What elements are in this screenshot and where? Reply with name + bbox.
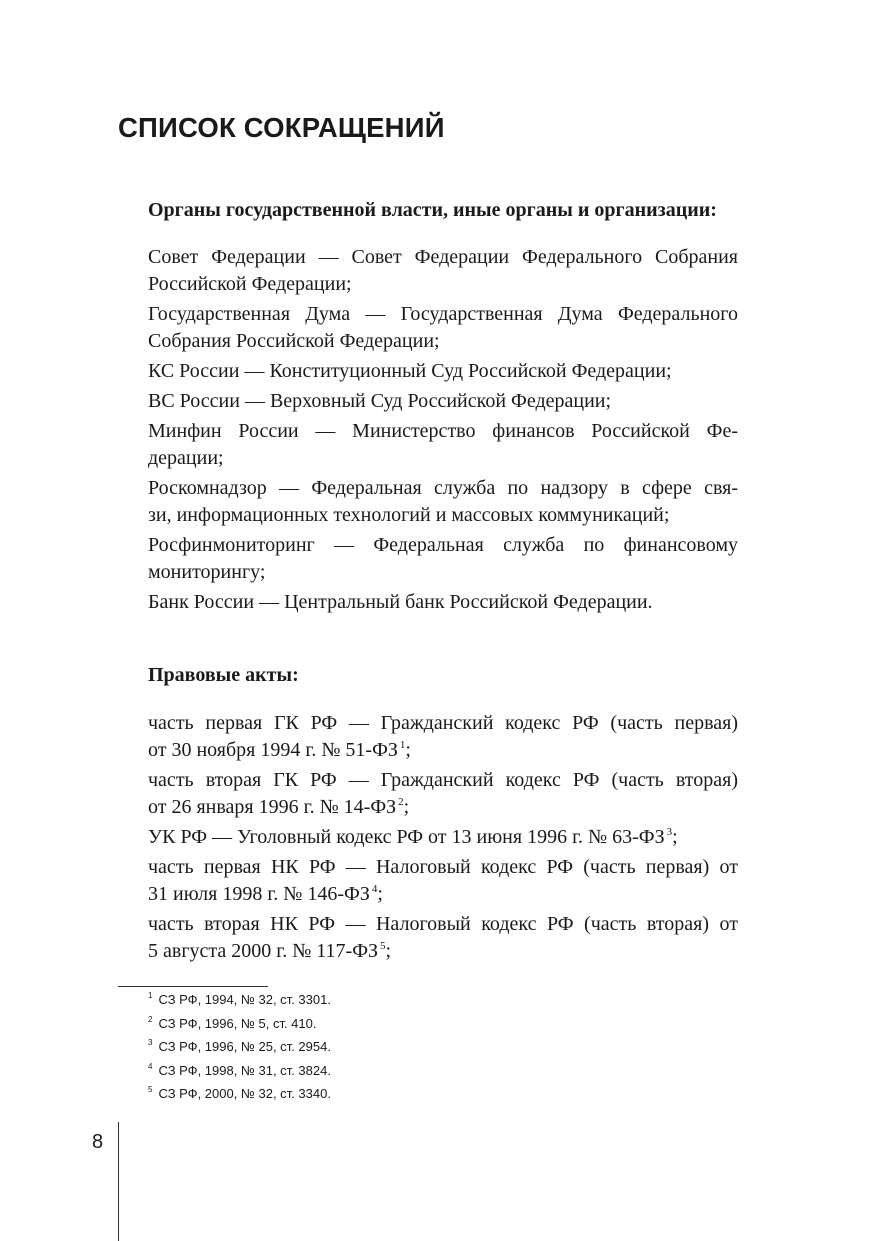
footnote-ref: 4 xyxy=(371,883,378,895)
footnote-ref: 5 xyxy=(380,940,386,952)
acts-list xyxy=(118,710,738,965)
list-item: Государственная Дума — Государственная Дума Федерального Собрания Российской Федерации; xyxy=(148,303,738,352)
footnote-ref: 2 xyxy=(398,796,404,808)
footnote-divider xyxy=(118,986,268,987)
list-item: часть вторая ГК РФ — Гражданский кодекс РФ (часть вторая) от 26 января 1996 г. № 14-ФЗ $^2$; xyxy=(148,769,738,818)
list-item: Банк России — Центральный банк Российской Федерации. xyxy=(148,591,653,613)
footnote: $^1$ СЗ РФ, 1994, № 32, ст. 3301. xyxy=(148,991,331,1007)
organs-list xyxy=(118,244,738,616)
list-item: часть вторая НК РФ — Налоговый кодекс РФ (часть вторая) от 5 августа 2000 г. № 117-ФЗ $^5$; xyxy=(148,913,738,962)
list-item: Роскомнадзор — Федеральная служба по надзору в сфере свя- зи, информационных технологий и массовых коммуникаций; xyxy=(148,477,738,526)
footnote: $^3$ СЗ РФ, 1996, № 25, ст. 2954. xyxy=(148,1038,331,1054)
footnote-ref: 1 xyxy=(399,739,406,751)
page-number: 8 xyxy=(92,1131,104,1153)
list-item: Минфин России — Министерство финансов Российской Фе- дерации; xyxy=(148,420,738,469)
list-item: часть первая ГК РФ — Гражданский кодекс РФ (часть первая) от 30 ноября 1994 г. № 51-ФЗ $^1$; xyxy=(148,712,738,761)
section-heading-acts: Правовые акты: xyxy=(148,664,299,686)
footnote: $^2$ СЗ РФ, 1996, № 5, ст. 410. xyxy=(148,1014,317,1031)
section-heading-organs: Органы государственной власти, иные органы и организации: xyxy=(148,199,717,221)
list-item: ВС России — Верховный Суд Российской Федерации; xyxy=(148,390,612,412)
footnotes xyxy=(148,988,331,1106)
page-title: СПИСОК СОКРАЩЕНИЙ xyxy=(118,112,445,143)
list-item: КС России — Конституционный Суд Российской Федерации; xyxy=(148,360,672,382)
list-item: часть первая НК РФ — Налоговый кодекс РФ (часть первая) от 31 июля 1998 г. № 146-ФЗ $^4$; xyxy=(148,856,738,905)
list-item: Совет Федерации — Совет Федерации Федерального Собрания Российской Федерации; xyxy=(148,246,738,295)
footnote-ref: 3 xyxy=(666,826,673,838)
list-item: УК РФ — Уголовный кодекс РФ от 13 июня 1996 г. № 63-ФЗ $^3$; xyxy=(148,826,678,848)
footnote: $^4$ СЗ РФ, 1998, № 31, ст. 3824. xyxy=(148,1061,331,1078)
list-item: Росфинмониторинг — Федеральная служба по финансовому мониторингу; xyxy=(148,534,738,583)
footnote: $^5$ СЗ РФ, 2000, № 32, ст. 3340. xyxy=(148,1085,331,1101)
margin-rule xyxy=(118,1122,119,1241)
